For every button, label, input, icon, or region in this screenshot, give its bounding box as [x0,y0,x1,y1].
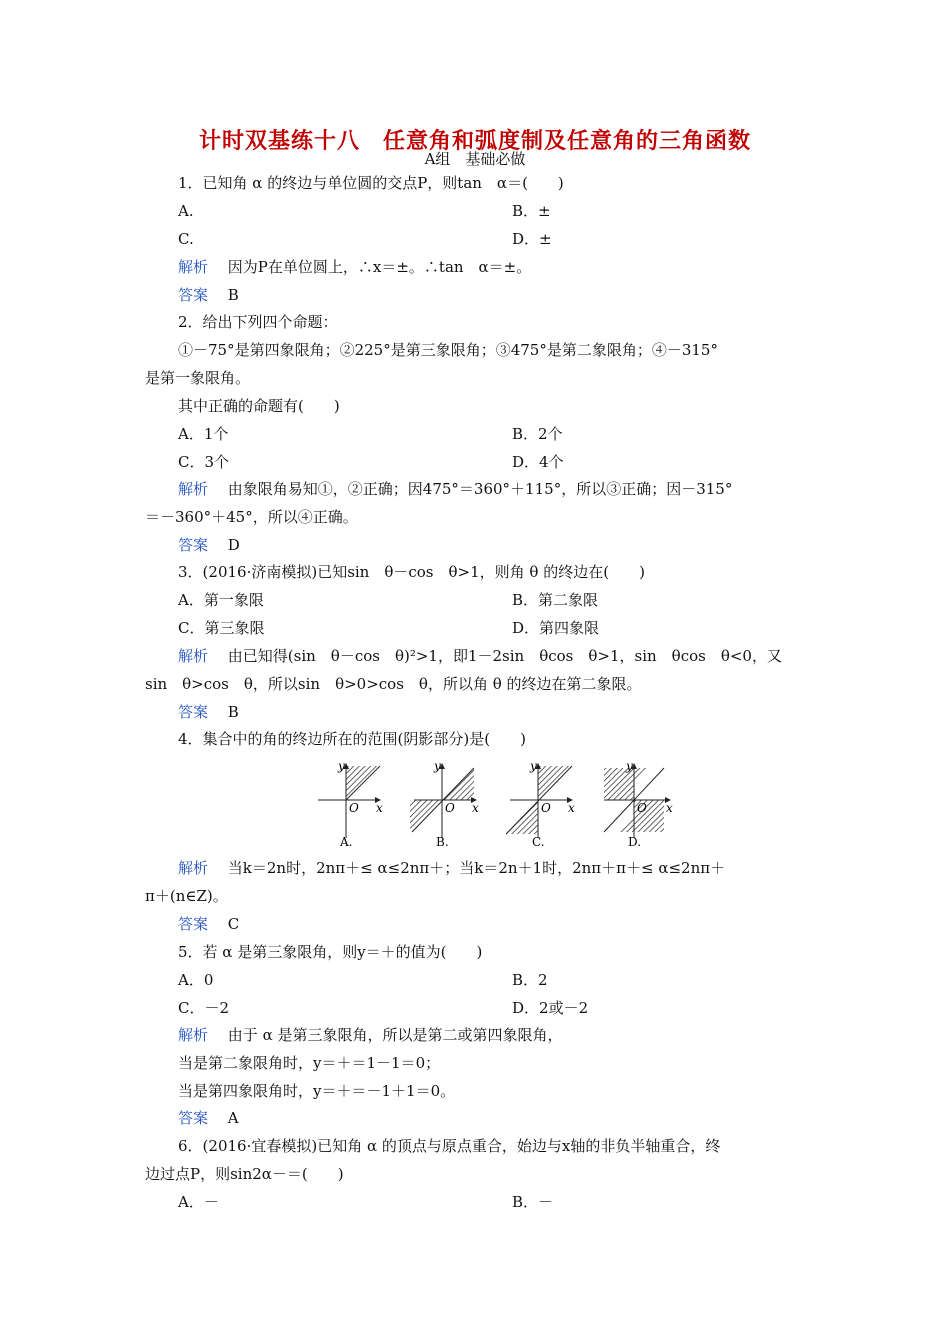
q3-option-d: D．第四象限 [512,619,600,637]
q4-stem: 4．集合中的角的终边所在的范围(阴影部分)是( ) [178,730,526,748]
q4-figures [314,760,674,850]
figure-a [318,760,383,849]
figure-d-label: D. [628,835,642,849]
figure-c-shaded-region-1 [538,766,570,800]
q2-option-b: B．2个 [512,425,563,443]
analysis-tag: 解析 [178,647,209,665]
answer-tag: 答案 [178,915,209,933]
analysis-tag: 解析 [178,859,209,877]
figure-a-label: A. [340,835,353,849]
q3-answer [178,702,239,722]
figure-c [506,760,575,849]
q3-analysis-text: 由已知得(sin θ－cos θ)²>1，即1－2sin θcos θ>1，sin θcos θ<0，又 [227,647,782,665]
analysis-tag: 解析 [178,480,209,498]
q5-option-c: C．－2 [178,999,230,1017]
q1-option-a: A. [178,202,194,220]
q2-line2: 是第一象限角。 [145,369,251,387]
q1-answer-text: B [227,286,239,304]
q2-option-c: C．3个 [178,453,230,471]
q4-answer [178,914,239,934]
q5-analysis-text: 由于 α 是第三象限角，所以是第二或第四象限角， [227,1026,563,1044]
figure-c-x-label: x [568,801,575,815]
q5-option-a: A．0 [178,971,214,989]
q6-stem-cont: 边过点P，则sin2α－＝( ) [145,1165,344,1183]
figure-a-y-label: y [338,760,345,773]
q5-answer-text: A [227,1109,239,1127]
q3-answer-text: B [227,703,239,721]
q5-option-b: B．2 [512,971,548,989]
answer-tag: 答案 [178,536,209,554]
q4-analysis [178,858,725,878]
q5-analysis [178,1025,562,1045]
q2-answer [178,535,240,555]
q3-analysis-cont: sin θ>cos θ，所以sin θ>0>cos θ，所以角 θ 的终边在第二象限。 [145,675,642,693]
q6-option-a: A．－ [178,1193,219,1211]
figure-b-y-label: y [434,760,441,773]
q4-answer-text: C [227,915,240,933]
figure-d-shaded-region-3 [634,768,650,784]
figure-a-x-label: x [376,801,383,815]
q5-stem: 5．若 α 是第三象限角，则y＝＋的值为( ) [178,943,483,961]
q1-stem: 1．已知角 α 的终边与单位圆的交点P，则tan α＝( ) [178,174,564,192]
page-title: 计时双基练十八 任意角和弧度制及任意角的三角函数 [198,128,751,154]
figure-a-origin-label: O [349,801,359,815]
section-subtitle: A组 基础必做 [424,150,526,168]
q1-option-b: B．± [512,202,551,220]
q4-analysis-text: 当k＝2n时，2nπ＋≤ α≤2nπ＋；当k＝2n＋1时，2nπ＋π＋≤ α≤2nπ＋ [227,859,726,877]
q5-analysis-line3: 当是第四象限角时，y＝＋＝－1＋1＝0。 [178,1082,456,1100]
q6-stem: 6．(2016·宜春模拟)已知角 α 的顶点与原点重合，始边与x轴的非负半轴重合，终 [178,1137,721,1155]
q3-option-b: B．第二象限 [512,591,599,609]
figure-d-shaded-region-4 [618,816,634,832]
q1-analysis-text: 因为P在单位圆上，∴x＝±。∴tan α＝±。 [227,258,532,276]
q2-analysis-cont: ＝－360°＋45°，所以④正确。 [145,508,358,526]
q2-answer-text: D [227,536,240,554]
figure-b-shaded-region-2 [410,800,442,832]
q3-stem: 3．(2016·济南模拟)已知sin θ－cos θ>1，则角 θ 的终边在( ) [178,563,645,581]
q2-option-a: A．1个 [178,425,229,443]
q4-analysis-cont: π＋(n∈Z)。 [145,887,228,905]
q2-line3: 其中正确的命题有( ) [178,397,340,415]
q1-analysis [178,257,531,277]
answer-tag: 答案 [178,703,209,721]
figure-b-label: B. [436,835,449,849]
figure-c-label: C. [532,835,545,849]
figure-d-y-label: y [626,760,633,773]
q6-option-b: B．－ [512,1193,554,1211]
figure-d-origin-label: O [637,801,647,815]
figure-c-origin-label: O [541,801,551,815]
q2-stem: 2．给出下列四个命题： [178,313,338,331]
q2-analysis-text: 由象限角易知①，②正确；因475°＝360°＋115°，所以③正确；因－315° [227,480,733,498]
q2-line1: ①－75°是第四象限角；②225°是第三象限角；③475°是第二象限角；④－315° [178,341,718,359]
q2-option-d: D．4个 [512,453,564,471]
answer-tag: 答案 [178,1109,209,1127]
answer-tag: 答案 [178,286,209,304]
figure-b [410,760,479,849]
q1-option-c: C. [178,230,194,248]
figure-d [604,760,673,849]
q1-answer [178,285,239,305]
q3-option-c: C．第三象限 [178,619,265,637]
figure-c-y-label: y [530,760,537,773]
q3-analysis [178,646,782,666]
analysis-tag: 解析 [178,1026,209,1044]
q1-option-d: D．± [512,230,552,248]
q2-analysis [178,479,732,499]
q5-analysis-line2: 当是第二象限角时，y＝＋＝1－1＝0； [178,1054,441,1072]
figure-b-origin-label: O [445,801,455,815]
q4-figures-svg [314,760,674,850]
q5-option-d: D．2或－2 [512,999,589,1017]
analysis-tag: 解析 [178,258,209,276]
figure-d-x-label: x [666,801,673,815]
q3-option-a: A．第一象限 [178,591,264,609]
q5-answer [178,1108,239,1128]
figure-b-x-label: x [472,801,479,815]
